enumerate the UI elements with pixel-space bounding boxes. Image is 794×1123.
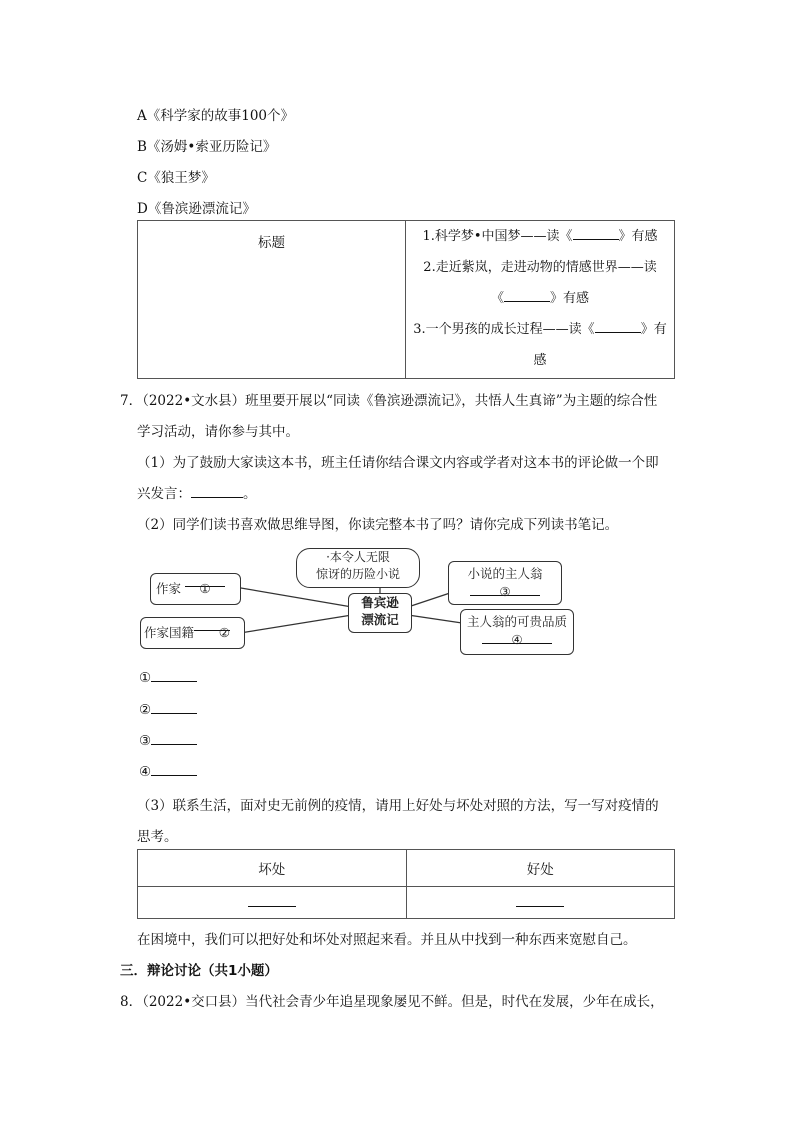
title-table — [137, 220, 675, 379]
cons-blank[interactable] — [248, 894, 296, 907]
q7-stem-line2: 学习活动，请你参与其中。 — [137, 424, 299, 440]
answer-blank[interactable] — [151, 701, 197, 714]
q7-stem-line1: 7．（2022•文水县）班里要开展以“同读《鲁滨逊漂流记》，共悟人生真谛”为主题的综合性 — [120, 393, 658, 409]
answer-line-2: ② — [139, 701, 197, 718]
mind-map-protagonist: 小说的主人翁 ③ — [448, 561, 562, 605]
protagonist-blank[interactable]: ③ — [470, 583, 540, 596]
q7-conclusion: 在困境中，我们可以把好处和坏处对照起来看。并且从中找到一种东西来宽慰自己。 — [137, 932, 637, 948]
cons-cell — [138, 886, 407, 918]
q7-part1-line2: 兴发言： 。 — [137, 486, 257, 502]
mind-map-author: 作家 ① — [150, 573, 241, 605]
q7-part2: （2）同学们读书喜欢做思维导图，你读完整本书了吗？请你完成下列读书笔记。 — [137, 517, 619, 533]
option-c: C《狼王梦》 — [137, 170, 215, 186]
pros-cell — [406, 886, 675, 918]
q7-part1-line1: （1）为了鼓励大家读这本书，班主任请你结合课文内容或学者对这本书的评论做一个即 — [137, 455, 659, 471]
mind-map-description: ·本令人无限 惊讶的历险小说 — [296, 548, 420, 588]
mind-map — [140, 545, 580, 660]
answer-line-4: ④ — [139, 763, 197, 780]
answer-line-1: ① — [139, 669, 197, 686]
pros-cons-table — [137, 849, 675, 919]
answer-blank[interactable] — [151, 669, 197, 682]
pros-blank[interactable] — [516, 894, 564, 907]
option-d: D《鲁滨逊漂流记》 — [137, 201, 256, 217]
section-3-heading: 三．辩论讨论（共1小题） — [120, 963, 278, 979]
answer-blank[interactable] — [151, 763, 197, 776]
q7-part3-line1: （3）联系生活，面对史无前例的疫情，请用上好处与坏处对照的方法，写一写对疫情的 — [137, 798, 659, 814]
mind-map-nationality: 作家国籍 ② — [140, 617, 245, 649]
option-b: B《汤姆•索亚历险记》 — [137, 139, 277, 155]
answer-line-3: ③ — [139, 732, 197, 749]
speech-answer-blank[interactable] — [191, 485, 243, 498]
answer-blank[interactable] — [595, 320, 641, 333]
answer-blank[interactable] — [151, 732, 197, 745]
table-header-title: 标题 — [138, 221, 406, 379]
mind-map-quality: 主人翁的可贵品质 ④ — [460, 609, 574, 655]
header-pros: 好处 — [406, 850, 675, 887]
title-list-cell: 1.科学梦•中国梦——读《 》有感 2.走近紫岚，走进动物的情感世界——读 《 》有感 3.一个男孩的成长过程——读《 》有 感 — [406, 221, 675, 379]
author-blank[interactable]: ① — [185, 574, 225, 587]
answer-blank[interactable] — [504, 289, 550, 302]
nationality-blank[interactable]: ② — [194, 618, 230, 631]
quality-blank[interactable]: ④ — [482, 631, 552, 644]
header-cons: 坏处 — [138, 850, 407, 887]
q8-stem: 8．（2022•交口县）当代社会青少年追星现象屡见不鲜。但是，时代在发展，少年在成长， — [120, 994, 664, 1010]
option-a: A《科学家的故事100个》 — [137, 108, 295, 124]
answer-blank[interactable] — [573, 227, 619, 240]
mind-map-center: 鲁宾逊 漂流记 — [348, 593, 412, 633]
q7-part3-line2: 思考。 — [137, 829, 178, 845]
